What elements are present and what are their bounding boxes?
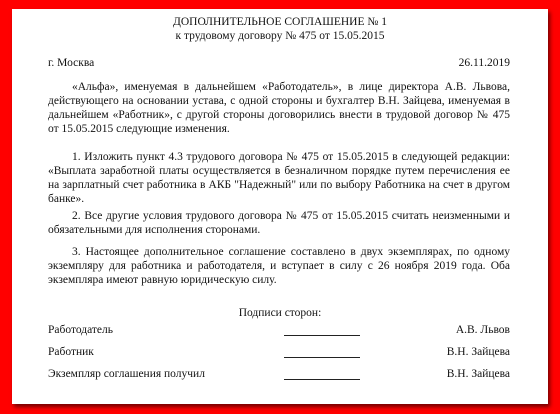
signature-line [284, 357, 360, 358]
clause-3-paragraph: 3. Настоящее дополнительное соглашение составлено в двух экземплярах, по одному экземпляру для работника и работодателя, и вступает в силу с 26 ноября 2019 года. Оба экземпляра имеют равную юридическую силу. [48, 246, 510, 286]
signature-line [284, 335, 360, 336]
signature-label: Работник [48, 346, 94, 358]
document-title: ДОПОЛНИТЕЛЬНОЕ СОГЛАШЕНИЕ № 1 [172, 16, 387, 28]
signature-line [284, 379, 360, 380]
clause-2-paragraph: 2. Все другие условия трудового договора № 475 от 15.05.2015 считать неизменными и обязательными для исполнения сторонами. [48, 210, 510, 236]
signatures-heading: Подписи сторон: [238, 307, 322, 319]
document-subtitle: к трудовому договору № 475 от 15.05.2015 [175, 30, 385, 42]
document-page [12, 9, 548, 404]
signature-row-copy-received [48, 367, 510, 381]
signature-name: А.В. Львов [455, 324, 510, 336]
document-date: 26.11.2019 [458, 57, 510, 69]
signature-row-employer [48, 323, 510, 337]
intro-paragraph: «Альфа», именуемая в дальнейшем «Работодатель», в лице директора А.В. Львова, действующего на основании устава, с одной стороны и бухгалтер В.Н. Зайцева, именуемая в дальнейшем «Работник», с другой стороны договорились внести в трудовой договор № 475 от 15.05.2015 следующие изменения. [48, 81, 510, 135]
signature-label: Экземпляр соглашения получил [48, 368, 205, 380]
signature-name: В.Н. Зайцева [446, 368, 510, 380]
signature-label: Работодатель [48, 324, 114, 336]
document-city: г. Москва [48, 57, 95, 69]
signature-row-employee [48, 345, 510, 359]
signature-name: В.Н. Зайцева [446, 346, 510, 358]
clause-1-paragraph: 1. Изложить пункт 4.3 трудового договора № 475 от 15.05.2015 в следующей редакции: «Выплата заработной платы осуществляется в безналичном порядке путем перечисления ее на зарплатный счет работника в АКБ "Надежный" или по выбору Работника на счет в другом банке». [48, 151, 510, 205]
